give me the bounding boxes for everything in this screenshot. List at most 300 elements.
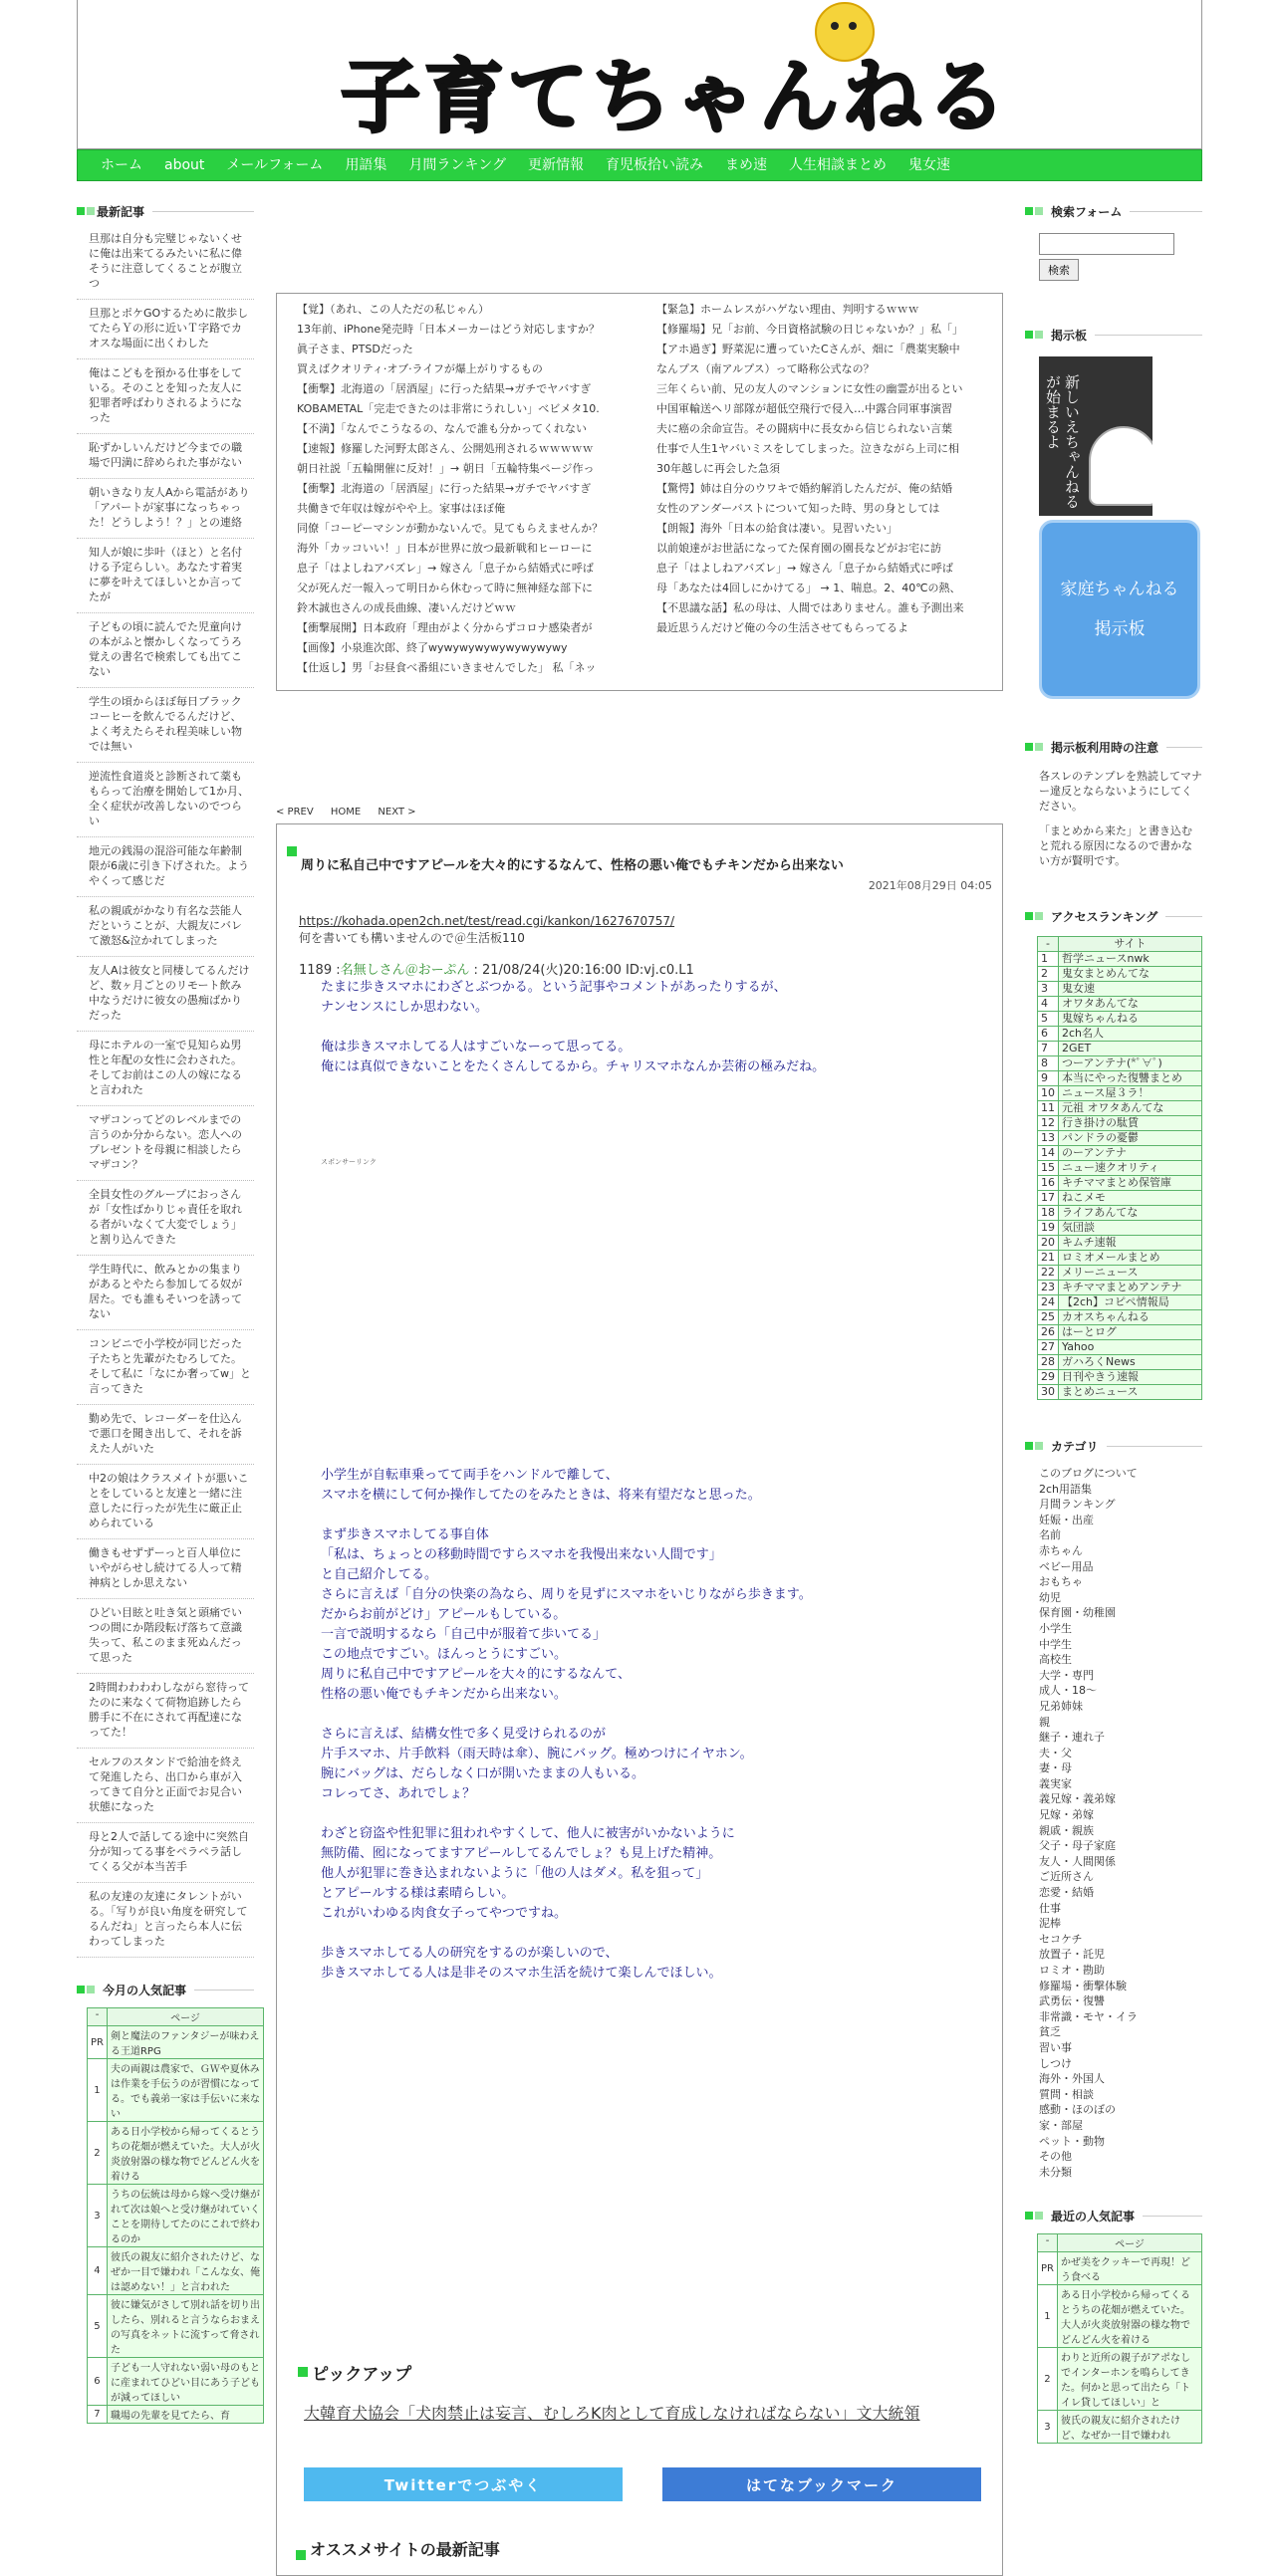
feed-item-link[interactable]: 【アホ過ぎ】野菜泥に遭っていたCさんが、畑に「農薬実験中 [656,343,960,355]
access-rank-number: 4 [1038,997,1059,1012]
title-col-header: ページ [1057,2234,1201,2252]
twitter-share-button[interactable]: Twitterでつぶやく [304,2467,623,2501]
recent-article-link[interactable]: コンビニで小学校が同じだった子たちと先輩がたむろしてた。そして私に「なにか奢ってw」と言ってきた [77,1330,254,1405]
access-row [1038,1310,1202,1325]
feed-item-link[interactable]: 朝日社説「五輪開催に反対！」→ 朝日「五輪特集ページ作っ [297,462,595,475]
access-rank-number: 1 [1038,952,1059,967]
access-row [1038,1236,1202,1251]
rank-col-header: - [88,2008,108,2026]
nav-item[interactable]: 人生相談まとめ [789,157,888,173]
rank-number: PR [1038,2252,1058,2285]
nav-item[interactable]: 育児板拾い読み [606,157,704,173]
category-link[interactable]: このブログについて [1039,1467,1138,1480]
category-link[interactable]: ご近所さん [1039,1870,1094,1884]
access-row [1038,1385,1202,1400]
category-link[interactable]: 兄嫁・弟嫁 [1039,1808,1094,1822]
feed-item-link[interactable]: 【不思議な話】私の母は、人間ではありません。誰も予測出来 [656,601,964,614]
category-link[interactable]: 海外・外国人 [1039,2072,1105,2086]
feed-item-link[interactable]: 【画像】小泉進次郎、終了wywywywywywywywywy [297,641,568,654]
article-title: 周りに私自己中ですアピールを大々的にするなんて、性格の悪い俺でもチキンだから出来ない [277,824,1002,873]
category-link[interactable]: おもちゃ [1039,1575,1083,1589]
feed-item-link[interactable]: 同僚「コーピーマシンが動かないんで。見てもらえませんか？ [297,522,604,535]
access-rank-number: 28 [1038,1355,1059,1370]
category-link[interactable]: セコケチ [1039,1932,1083,1946]
rank-col-header: - [1038,2234,1058,2252]
access-rank-number: 20 [1038,1236,1059,1251]
access-site-link[interactable]: オワタあんてな [1059,997,1202,1012]
article-body-part1: たまに歩きスマホにわざとぶつかる。という記事やコメントがあったりするが、 ナンセンスにしか思わない。 俺は歩きスマホしてる人はすごいなーって思ってる。 俺には真似できないことをたくさんしてるから。チャリスマホなんか芸術の極みだね。 [321,980,826,1074]
access-site-link[interactable]: キチママまとめ保管庫 [1059,1176,1202,1191]
bbs-rules-text-1: 各スレのテンプレを熟読してマナー違反とならないようにしてください。 [1039,770,1203,813]
access-site-link[interactable]: 哲学ニュースnwk [1059,952,1202,967]
recent-article-link[interactable]: 全員女性のグループにおっさんが「女性ばかりじゃ責任を取れる者がいなくて大変でしょう」と割り込んできた [77,1181,254,1256]
article [276,823,1003,2576]
recent-article-link[interactable]: 子どもの頃に読んでた児童向けの本がふと懐かしくなってうろ覚えの書名で検索しても出てこない [77,613,254,688]
rank-number: 5 [88,2295,108,2358]
access-rank-number: 12 [1038,1116,1059,1131]
access-site-link[interactable]: 鬼女まとめんてな [1059,967,1202,982]
feed-item-link[interactable]: 最近思うんだけど俺の今の生活させてもらってるよ [656,621,908,634]
category-link[interactable]: 高校生 [1039,1653,1072,1667]
feed-item-link[interactable]: 【衝撃】北海道の「居酒屋」に行った結果→ガチでヤバすぎ [297,482,592,495]
feed-item-link[interactable]: なんプス（南アルプス）って略称公式なの？ [656,362,875,375]
rank-number: 2 [1038,2348,1058,2411]
nav-item[interactable]: about [164,157,205,173]
access-site-link[interactable]: 気団談 [1059,1221,1202,1236]
access-row [1038,1266,1202,1281]
ranking-article-link[interactable]: 夫の両親は農家で、ＧＷや夏休みは作業を手伝うのが習慣になってる。でも義弟一家は手伝いに来ない [107,2059,263,2122]
feed-item-link[interactable]: 【覚】（あれ、この人ただの私じゃん） [297,303,490,316]
feed-column-right [656,300,1002,690]
access-rank-number: 2 [1038,967,1059,982]
category-link[interactable]: 中学生 [1039,1637,1072,1651]
feed-item-link[interactable]: 共働きで年収は嫁がやや上。家事はほぼ俺 [297,502,505,515]
source-link[interactable]: https://kohada.open2ch.net/test/read.cgi/kankon/1627670757/ [299,914,675,928]
title-col-header: ページ [107,2008,263,2026]
ranking-article-link[interactable]: 職場の先輩を見てたら、育 [107,2406,263,2424]
access-rank-number: 18 [1038,1206,1059,1221]
category-link[interactable]: 保育園・幼稚園 [1039,1606,1116,1620]
res-header: 1189 :名無しさん＠おーぷん : 21/08/24(火)20:16:00 ID:vj.c0.L1 [299,963,694,978]
access-rank-number: 22 [1038,1266,1059,1281]
ranking-article-link[interactable]: 彼に嫌気がさして別れ話を切り出したら、別れると言うならおまえの写真をネットに流すって脅された [107,2295,263,2358]
access-site-link[interactable]: ライフあんてな [1059,1206,1202,1221]
bbs-heading: 掲示板 [1025,327,1202,343]
feed-item-link[interactable]: 中国軍輸送ヘリ部隊が超低空飛行で侵入…中露合同軍事演習 [656,402,952,415]
category-link[interactable]: 成人・18～ [1039,1684,1097,1698]
rank-number: 1 [88,2059,108,2122]
access-row [1038,1206,1202,1221]
main-content [276,293,1003,2576]
ranking-row [1038,2285,1202,2348]
access-site-link[interactable]: ニュース屋３ラ！ [1059,1086,1202,1101]
recent-article-link[interactable]: 私の親戚がかなり有名な芸能人だということが、大親友にバレて激怒&泣かれてしまった [77,897,254,957]
access-rank-number: 27 [1038,1340,1059,1355]
access-row [1038,1340,1202,1355]
katei-bbs-banner[interactable]: 家庭ちゃんねる 掲示板 [1039,520,1200,699]
category-link[interactable]: 感動・ほのぼの [1039,2103,1116,2117]
feed-item-link[interactable]: 母「あなたは4回しにかけてる」 → 1、喘息。2、40℃の熱、 [656,582,961,594]
category-link[interactable]: 赤ちゃん [1039,1543,1083,1557]
access-row [1038,1176,1202,1191]
access-site-link[interactable]: 元祖 オワタあんてな [1059,1101,1202,1116]
recent-article-link[interactable]: 俺はこどもを預かる仕事をしている。そのことを知った友人に犯罪者呼ばわりされるようになった [77,359,254,434]
rank-number: 1 [1038,2285,1058,2348]
recommended-sites-heading: オススメサイトの最新記事 [296,2537,500,2560]
recent-article-link[interactable]: 逆流性食道炎と診断されて薬ももらって治療を開始して1か月、全く症状が改善しないのでつらい [77,763,254,837]
access-row [1038,1281,1202,1295]
ranking-header-row [1038,2234,1202,2252]
category-link[interactable]: その他 [1039,2150,1072,2164]
feed-item-link[interactable]: 30年越しに再会した急須 [656,462,780,475]
recent-articles-heading: 最新記事 [77,203,254,219]
access-row [1038,997,1202,1012]
monthly-ranking-heading: 今月の人気記事 [77,1982,254,1997]
access-row [1038,1161,1202,1176]
access-site-link[interactable]: ロミオメールまとめ [1059,1251,1202,1266]
category-link[interactable]: 仕事 [1039,1901,1061,1915]
access-site-link[interactable]: はーとログ [1059,1325,1202,1340]
access-site-link[interactable]: 【2ch】コピペ情報局 [1059,1295,1202,1310]
rank-number: 3 [1038,2411,1058,2444]
access-site-link[interactable]: 日刊やきう速報 [1059,1370,1202,1385]
feed-item-link[interactable]: 仕事で人生1ヤバいミスをしてしまった。泣きながら上司に相 [656,442,959,455]
access-site-link[interactable]: ガハろくNews [1059,1355,1202,1370]
recent-article-link[interactable]: 友人Aは彼女と同棲してるんだけど、数ヶ月ごとのリモート飲み中なうだけに彼女の愚痴ばかりだった [77,957,254,1032]
bbs-rules-heading: 掲示板利用時の注意 [1025,739,1202,755]
pickup-section [276,2360,1003,2424]
feed-item-link[interactable]: 海外「カッコいい！」日本が世界に放つ最新戦和ヒーローに [297,542,593,555]
feed-item-link[interactable]: 【衝撃】北海道の「居酒屋」に行った結果→ガチでヤバすぎ [297,382,592,395]
access-rank-number: 5 [1038,1012,1059,1027]
search-heading: 検索フォーム [1025,203,1202,219]
site-header [77,0,1202,149]
feed-item-link[interactable]: 息子「はよしねアバズレ」→ 嫁さん「息子から結婚式に呼ば [297,562,594,575]
category-link[interactable]: 親戚・親族 [1039,1823,1094,1837]
access-row [1038,1012,1202,1027]
nav-item[interactable]: メールフォーム [226,157,324,173]
ranking-header-row [88,2008,264,2026]
access-rank-number: 10 [1038,1086,1059,1101]
feed-item-link[interactable]: 買えばクオリティ·オブ·ライフが爆上がりするもの [297,362,543,375]
access-ranking-heading: アクセスランキング [1025,908,1202,924]
access-row [1038,1325,1202,1340]
recent-article-link[interactable]: 恥ずかしいんだけど今までの職場で円満に辞められた事がない [77,434,254,479]
access-site-link[interactable]: パンドラの憂鬱 [1059,1131,1202,1146]
nav-item[interactable]: ホーム [101,157,142,173]
pager [276,807,1003,818]
site-logo[interactable] [327,40,1024,143]
ranking-row [88,2247,264,2295]
feed-item-link[interactable]: KOBAMETAL「完走できたのは非常にうれしい」べビメタ10. [297,402,600,415]
access-rank-number: 29 [1038,1370,1059,1385]
article-source [277,893,1002,947]
category-link[interactable]: 2ch用語集 [1039,1482,1093,1496]
category-link[interactable]: 義実家 [1039,1776,1072,1790]
recent-article-link[interactable]: ひどい目眩と吐き気と頭痛でいつの間にか階段転げ落ちて意識失って、私このまま死ぬんだって思った [77,1599,254,1674]
ranking-row [88,2026,264,2059]
pickup-heading: ピックアップ [276,2360,1003,2385]
nav-item[interactable]: まめ速 [725,157,768,173]
access-row [1038,1131,1202,1146]
categories-heading: カテゴリ [1025,1438,1202,1454]
category-link[interactable]: 義兄嫁・義弟嫁 [1039,1792,1116,1806]
access-row [1038,1056,1202,1071]
category-link[interactable]: 小学生 [1039,1621,1072,1635]
ranking-row [1038,2348,1202,2411]
rss-feed-box [276,293,1003,691]
right-sidebar [1025,203,1202,2444]
bbs-rules-text-2: 「まとめから来た」と書き込むと荒れる原因になるので書かない方が賢明です。 [1039,824,1192,867]
access-rank-number: 6 [1038,1027,1059,1042]
access-rank-number: 9 [1038,1071,1059,1086]
feed-item-link[interactable]: 父が死んだ一報入って明日から休むって時に無神経な部下に [297,582,593,594]
access-rank-number: 30 [1038,1385,1059,1400]
category-link[interactable]: 貧乏 [1039,2025,1061,2039]
access-row [1038,1191,1202,1206]
access-site-link[interactable]: 本当にやった復讐まとめ [1059,1071,1202,1086]
category-link[interactable]: 友人・人間関係 [1039,1854,1116,1868]
feed-item-link[interactable]: 【衝撃展開】日本政府「理由がよく分からずコロナ感染者が [297,621,593,634]
ranking-row [88,2059,264,2122]
rank-col-header: - [1038,937,1059,952]
access-row [1038,1071,1202,1086]
ranking-article-link[interactable]: ある日小学校から帰ってくるとうちの花畑が燃えていた。大人が火炎放射器の様な物でどんどん火を着ける [107,2122,263,2185]
recent-article-link[interactable]: 旦那とポケGOするために散歩してたらＹの形に近いＴ字路でカオスな場面に出くわした [77,300,254,359]
ranking-article-link[interactable]: うちの伝統は母から嫁へ受け継がれて次は娘へと受け継がれていくことを期待してたのにこれで終わるのか [107,2185,263,2247]
category-link[interactable]: 恋愛・結婚 [1039,1886,1094,1900]
rank-number: PR [88,2026,108,2059]
ranking-row [88,2295,264,2358]
category-link[interactable]: 月間ランキング [1039,1498,1116,1512]
main-nav [77,149,1202,181]
recent-article-link[interactable]: 旦那は自分も完璧じゃないくせに俺は出来てるみたいに私に偉そうに注意してくることが腹立つ [77,225,254,300]
article-body-part2: 小学生が自転車乗ってて両手をハンドルで離して、 スマホを横にして何か操作してたのをみたときは、将来有望だなと思った。 まず歩きスマホしてる事自体 「私は、ちょっとの移動時間ですらスマホを我慢出来ない人間です」 と自己紹介してる。 さらに言えば「自分の快楽の為なら、周りを見ずにスマホをいじりながら歩きます。 だからお前がどけ」アピールもしている。 一言で説明するなら「自己中が服着て歩いてる」 この地点ですごい。ほんっとうにすごい。 周りに私自己中ですアピールを大々的にするなんて、 性格の悪い俺でもチキンだから出来ない。 さらに言えば、結構女性で多く見受けられるのが 片手スマホ、片手飲料（雨天時は傘）、腕にバッグ。極めつけにイヤホン。 腕にバッグは、だらしなく口が開いたままの人もいる。 コレってさ、あれでしょ？ わざと窃盗や性犯罪に狙われやすくして、他人に被害がいかないように 無防備、囮になってますアピールしてるんでしょ？も見上げた精神。 他人が犯罪に巻き込まれないように「他の人はダメ。私を狙って」 とアピールする様は素晴らしい。 これがいわゆる肉食女子ってやつですね。 歩きスマホしてる人の研究をするのが楽しいので、 歩きスマホしてる人は是非そのスマホ生活を続けて楽しんでほしい。 [321,1468,812,1981]
access-rank-number: 24 [1038,1295,1059,1310]
access-row [1038,1355,1202,1370]
feed-item-link[interactable]: 鈴木誠也さんの成長曲線、凄いんだけどｗｗ [297,601,516,614]
access-site-link[interactable]: ねこメモ [1059,1191,1202,1206]
access-row [1038,967,1202,982]
access-rank-number: 19 [1038,1221,1059,1236]
access-row [1038,982,1202,997]
category-link[interactable]: 妻・母 [1039,1761,1072,1775]
access-rank-number: 14 [1038,1146,1059,1161]
rank-number: 2 [88,2122,108,2185]
nav-item[interactable]: 用語集 [345,157,387,173]
feed-item-link[interactable]: 【速報】修羅した河野太郎さん、公開処刑されるｗｗｗｗｗ [297,442,594,455]
access-rank-number: 8 [1038,1056,1059,1071]
category-link[interactable]: 質問・相談 [1039,2087,1094,2101]
category-link[interactable]: 夫・父 [1039,1746,1072,1759]
access-rank-number: 7 [1038,1042,1059,1056]
sponsored-label: スポンサーリンク [321,1158,377,1166]
access-site-link[interactable]: のーアンテナ [1059,1146,1202,1161]
access-rank-number: 21 [1038,1251,1059,1266]
access-site-link[interactable]: 行き掛けの駄賃 [1059,1116,1202,1131]
category-link[interactable]: ペット・動物 [1039,2134,1105,2148]
access-rank-number: 25 [1038,1310,1059,1325]
ranking-row [88,2358,264,2406]
access-rank-number: 16 [1038,1176,1059,1191]
access-site-link[interactable]: つーアンテナ(*ﾟ∀ﾟ) [1059,1056,1202,1071]
hatena-bookmark-button[interactable]: はてなブックマーク [662,2467,981,2501]
rank-number: 7 [88,2406,108,2424]
feed-item-link[interactable]: 夫に癌の余命宣告。その闘病中に長女から信じられない言葉 [656,422,952,435]
category-link[interactable]: 父子・母子家庭 [1039,1839,1116,1853]
source-board: 何を書いても構いませんので＠生活板110 [299,931,525,945]
feed-item-link[interactable]: 息子「はよしねアバズレ」→ 嫁さん「息子から結婚式に呼ば [656,562,953,575]
recent-article-link[interactable]: セルフのスタンドで給油を終えて発進したら、出口から車が入ってきて自分と正面でお見合い状態になった [77,1749,254,1823]
category-link[interactable]: 習い事 [1039,2040,1072,2054]
category-link[interactable]: 親 [1039,1715,1050,1729]
recent-article-link[interactable]: 学生時代に、飲みとかの集まりがあるとやたら参加してる奴が居た。でも誰もそいつを誘ってない [77,1256,254,1330]
access-row [1038,1086,1202,1101]
category-link[interactable]: 名前 [1039,1528,1061,1542]
category-link[interactable]: 継子・連れ子 [1039,1731,1105,1745]
category-link[interactable]: 幼児 [1039,1590,1061,1604]
category-link[interactable]: 妊娠・出産 [1039,1513,1094,1526]
site-col-header: サイト [1059,937,1202,952]
access-row [1038,1027,1202,1042]
feed-item-link[interactable]: 以前娘達がお世話になってた保育園の園長などがお宅に訪 [656,542,941,555]
ranking-row [88,2185,264,2247]
access-header-row [1038,937,1202,952]
category-link[interactable]: 泥棒 [1039,1917,1061,1931]
access-row [1038,1370,1202,1385]
recent-article-link[interactable]: 学生の頃からほぼ毎日ブラックコーヒーを飲んでるんだけど、よく考えたらそれ程美味しい物では無い [77,688,254,763]
feed-item-link[interactable]: 【仕返し】男「お昼食べ番組にいきませんでした」 私「ネッ [297,661,597,674]
category-link[interactable]: 家・部屋 [1039,2118,1083,2132]
new-bbs-banner[interactable]: 新しいえちゃんねるが始まるよ [1039,356,1152,516]
pickup-link[interactable]: 大韓育犬協会「犬肉禁止は妄言、むしろK肉として育成しなければならない」文大統領 [304,2404,920,2423]
ranking-row [88,2406,264,2424]
recent-article-link[interactable]: 朝いきなり友人Aから電話があり「アパートが家事になっちゃった！どうしよう！？」との連絡 [77,479,254,539]
feed-column-left [297,300,642,690]
nav-item[interactable]: 月間ランキング [408,157,507,173]
ranking-row [1038,2411,1202,2444]
feed-item-link[interactable]: 13年前、iPhone発売時「日本メーカーはどう対応しますか？ [297,323,600,336]
access-rank-number: 17 [1038,1191,1059,1206]
category-link[interactable]: ロミオ・勘助 [1039,1964,1105,1977]
access-row [1038,1042,1202,1056]
access-site-link[interactable]: Yahoo [1059,1340,1202,1355]
ranking-row [88,2122,264,2185]
feed-item-link[interactable]: 【修羅場】兄「お前、今日資格試験の日じゃないか？」私「」 [656,323,963,336]
cat-mascot-icon [1089,426,1152,506]
ranking-article-link[interactable]: 彼氏の親友に紹介されたけど、なぜか一目で嫌われ「こんな女、俺は認めない！」と言われた [107,2247,263,2295]
rank-number: 3 [88,2185,108,2247]
category-link[interactable]: 放置子・託児 [1039,1948,1105,1962]
ranking-article-link[interactable]: かぜ美をクッキーで再現！どう食べる [1057,2252,1201,2285]
access-site-link[interactable]: 2GET [1059,1042,1202,1056]
category-link[interactable]: しつけ [1039,2056,1072,2070]
recent-article-link[interactable]: 2時間わわわわしながら窓待ってたのに来なくて荷物追跡したら勝手に不在にされて再配達になってた！ [77,1674,254,1749]
monthly-ranking-table [87,2007,264,2424]
access-site-link[interactable]: キチママまとめアンテナ [1059,1281,1202,1295]
category-link[interactable]: 武勇伝・復讐 [1039,1994,1105,2008]
access-row [1038,1101,1202,1116]
category-link[interactable]: 未分類 [1039,2165,1072,2179]
recent-popular-heading: 最近の人気記事 [1025,2208,1202,2224]
share-buttons [304,2467,981,2501]
feed-item-link[interactable]: 女性のアンダーバストについて知った時、男の身としては [656,502,940,515]
category-link[interactable]: 修羅場・衝撃体験 [1039,1979,1127,1992]
access-site-link[interactable]: カオスちゃんねる [1059,1310,1202,1325]
site-title[interactable]: 子育てちゃんねる [341,50,1010,143]
category-link[interactable]: 非常識・モヤ・イラ [1039,2009,1138,2023]
home-link[interactable]: HOME [330,807,362,818]
search-button[interactable]: 検索 [1039,259,1079,281]
access-row [1038,1221,1202,1236]
access-rank-number: 13 [1038,1131,1059,1146]
access-row [1038,1116,1202,1131]
categories-list [1025,1454,1202,2180]
feed-item-link[interactable]: 眞子さま、PTSDだった [297,343,413,355]
prev-link[interactable]: < PREV [276,807,314,818]
recent-article-link[interactable]: 私の友達の友達にタレントがいる。「写りが良い角度を研究してるんだね」と言ったら本人に伝わってしまった [77,1883,254,1958]
ranking-article-link[interactable]: 彼氏の親友に紹介されたけど、なぜか一目で嫌われ [1057,2411,1201,2444]
nav-item[interactable]: 鬼女速 [908,157,951,173]
rank-number: 6 [88,2358,108,2406]
next-link[interactable]: NEXT > [378,807,416,818]
access-rank-number: 3 [1038,982,1059,997]
recent-article-link[interactable]: 働きもせずずーっと百人単位にいやがらせし続けてる人って精神病としか思えない [77,1539,254,1599]
feed-item-link[interactable]: 三年くらい前、兄の友人のマンションに女性の幽霊が出るとい [656,382,963,395]
access-rank-number: 26 [1038,1325,1059,1340]
access-site-link[interactable]: キムチ速報 [1059,1236,1202,1251]
feed-item-link[interactable]: 【朗報】海外「日本の給食は凄い。見習いたい」 [656,522,897,535]
recent-article-link[interactable]: 母と2人で話してる途中に突然自分が知ってる事をペラペラ話してくる父が本当苦手 [77,1823,254,1883]
access-ranking-table [1037,936,1202,1400]
recent-article-link[interactable]: 中2の娘はクラスメイトが悪いことをしていると友達と一緒に注意したに行ったが先生に厳正止められている [77,1465,254,1539]
recent-article-link[interactable]: 知人が娘に歩叶（ほと）と名付ける予定らしい。あなたす着実に夢を叶えてほしいとか言ってたが [77,539,254,613]
ranking-article-link[interactable]: わりと近所の親子がアポなしでインターホンを鳴らしてきた。何かと思って出たら「トイレ貸してほしい」と [1057,2348,1201,2411]
feed-item-link[interactable]: 【緊急】ホームレスがハゲない理由、判明するｗｗｗ [656,303,919,316]
nav-item[interactable]: 更新情報 [528,157,585,173]
recent-article-link[interactable]: 地元の銭湯の混浴可能な年齢制限が6歳に引き下げされた。ようやくって感じだ [77,837,254,897]
article-date: 2021年08月29日 04:05 [868,879,992,892]
feed-item-link[interactable]: 【不満】「なんでこうなるの、なんで誰も分かってくれない [297,422,588,435]
ranking-article-link[interactable]: ある日小学校から帰ってくるとうちの花畑が燃えていた。大人が火炎放射器の様な物でどんどん火を着ける [1057,2285,1201,2348]
access-row [1038,1295,1202,1310]
search-form [1025,219,1202,281]
access-row [1038,1251,1202,1266]
access-site-link[interactable]: 鬼女速 [1059,982,1202,997]
recent-article-link[interactable]: 勤め先で、レコーダーを仕込んで悪口を聞き出して、それを訴えた人がいた [77,1405,254,1465]
access-site-link[interactable]: ニュー速クオリティ [1059,1161,1202,1176]
access-site-link[interactable]: メリーニュース [1059,1266,1202,1281]
category-link[interactable]: 兄弟姉妹 [1039,1699,1083,1713]
left-sidebar [77,203,260,2424]
ranking-article-link[interactable]: 子ども一人守れない弱い母のもとに産まれてひどい目にあう子どもが減ってほしい [107,2358,263,2406]
ranking-article-link[interactable]: 剣と魔法のファンタジーが味わえる王道RPG [107,2026,263,2059]
feed-item-link[interactable]: 【驚愕】姉は自分のウワキで婚約解消したんだが、俺の結婚 [656,482,952,495]
search-input[interactable] [1039,233,1174,255]
recent-article-link[interactable]: マザコンってどのレベルまでの言うのか分からない。恋人へのプレゼントを母親に相談したらマザコン？ [77,1106,254,1181]
category-link[interactable]: 大学・専門 [1039,1668,1094,1682]
recent-article-link[interactable]: 母にホテルの一室で見知らぬ男性と年配の女性に会わされた。そしてお前はこの人の嫁になると言われた [77,1032,254,1106]
access-rank-number: 23 [1038,1281,1059,1295]
ranking-row [1038,2252,1202,2285]
recent-articles-list [77,225,254,1958]
category-link[interactable]: ベビー用品 [1039,1559,1094,1573]
access-site-link[interactable]: 2ch名人 [1059,1027,1202,1042]
access-row [1038,1146,1202,1161]
recent-popular-table [1037,2233,1202,2444]
access-site-link[interactable]: 鬼嫁ちゃんねる [1059,1012,1202,1027]
access-site-link[interactable]: まとめニュース [1059,1385,1202,1400]
